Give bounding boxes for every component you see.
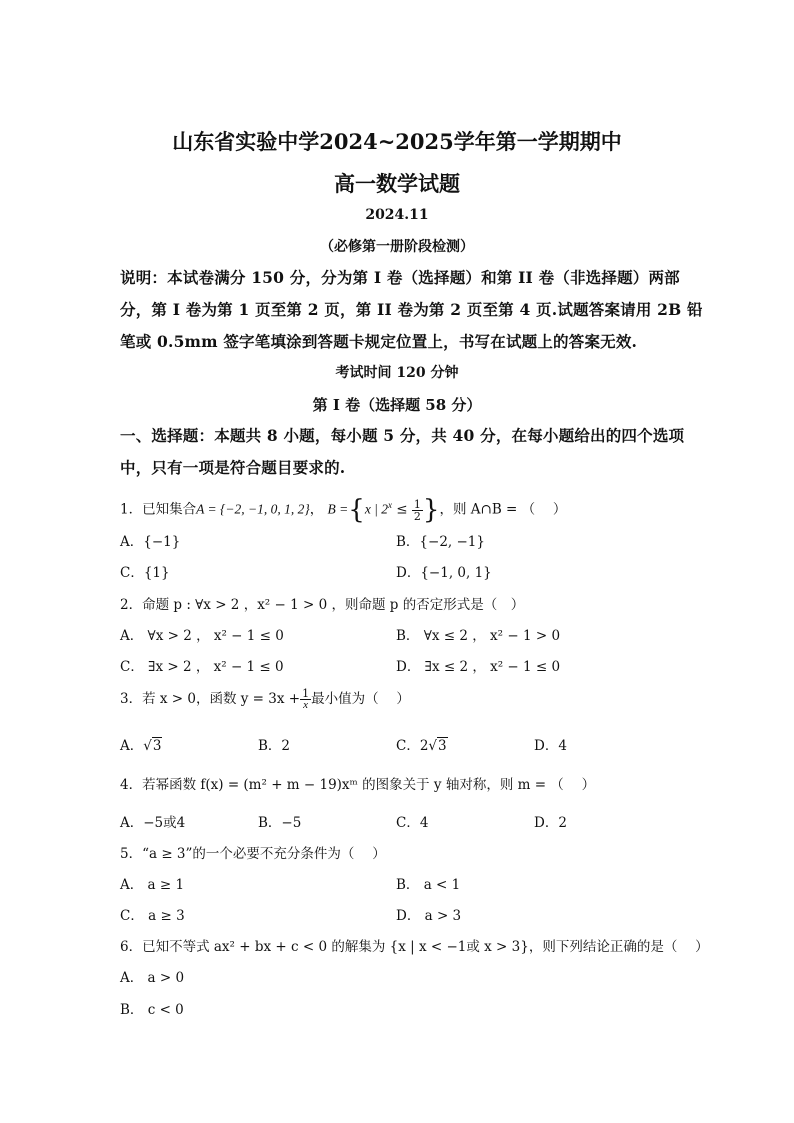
q4-option-d: D．2: [534, 815, 567, 831]
exam-subtitle: （必修第一册阶段检测）: [320, 239, 474, 255]
question-3: [120, 682, 410, 716]
q6-option-b: B． c < 0: [120, 1002, 184, 1018]
q1-option-b: B．{−2, −1}: [396, 534, 485, 550]
q3-frac-den: x: [300, 699, 311, 711]
exam-title-line2: 高一数学试题: [334, 171, 460, 196]
question-2: 2．命题 p : ∀x > 2 ，x² − 1 > 0 ，则命题 p 的否定形式是（ ）: [120, 597, 525, 613]
q1-separator: ，: [309, 501, 324, 518]
question-6: 6．已知不等式 ax² + bx + c < 0 的解集为 {x | x < −1或 x > 3}，则下列结论正确的是（ ）: [120, 939, 709, 955]
q3-option-c: C．2√3: [396, 738, 447, 754]
q1-right-brace: }: [422, 495, 440, 525]
q5-option-c: C． a ≥ 3: [120, 908, 185, 924]
q2-option-c: C． ∃x > 2 ， x² − 1 ≤ 0: [120, 659, 284, 675]
q3-prefix: 3．若 x > 0，函数 y = 3x +: [120, 691, 301, 707]
question-5: 5．“a ≥ 3”的一个必要不充分条件为（ ）: [120, 846, 386, 862]
exam-date: 2024.11: [365, 207, 429, 223]
question-4: 4．若幂函数 f(x) = (m² + m − 19)xᵐ 的图象关于 y 轴对称，则 m = （ ）: [120, 777, 596, 793]
q3-option-d: D．4: [534, 738, 567, 754]
exam-time: 考试时间 120 分钟: [335, 365, 459, 381]
q2-option-a: A． ∀x > 2 ， x² − 1 ≤ 0: [120, 628, 284, 644]
q1-prefix: 1．已知集合: [120, 501, 197, 518]
q1-frac-den: 2: [413, 509, 421, 523]
part1-title: 第 I 卷（选择题 58 分）: [312, 396, 482, 414]
exam-title-line1: 山东省实验中学2024~2025学年第一学期期中: [172, 129, 622, 154]
q1-exponent: x: [388, 500, 393, 510]
q3-option-a-radicand: 3: [152, 738, 162, 754]
q6-option-a: A． a > 0: [120, 970, 185, 986]
q3-option-c-radicand: 3: [438, 738, 447, 754]
section1-heading-line1: 一、选择题：本题共 8 小题，每小题 5 分，共 40 分，在每小题给出的四个选项: [120, 426, 685, 445]
q1-option-a: A．{−1}: [120, 534, 181, 550]
q1-option-c: C．{1}: [120, 565, 170, 581]
q1-left-brace: {: [348, 495, 365, 525]
q5-option-d: D． a > 3: [396, 908, 462, 924]
q1-suffix: ，则 A∩B = （ ）: [439, 501, 567, 518]
q1-fraction: [412, 499, 423, 522]
instructions-line3: 笔或 0.5mm 签字笔填涂到答题卡规定位置上，书写在试题上的答案无效.: [120, 332, 638, 351]
q5-option-a: A． a ≥ 1: [120, 877, 185, 893]
q5-option-b: B． a < 1: [396, 877, 461, 893]
instructions-line1: 说明：本试卷满分 150 分，分为第 I 卷（选择题）和第 II 卷（非选择题）两部: [120, 268, 680, 287]
q3-option-a: A．√3: [120, 738, 162, 754]
q4-option-b: B．−5: [258, 815, 302, 831]
q3-option-b: B．2: [258, 738, 291, 754]
q3-suffix: 最小值为（ ）: [311, 691, 410, 707]
q2-option-b: B． ∀x ≤ 2 ， x² − 1 > 0: [396, 628, 561, 644]
q3-fraction: [300, 688, 311, 711]
section1-heading-line2: 中，只有一项是符合题目要求的.: [120, 458, 346, 477]
instructions-line2: 分，第 I 卷为第 1 页至第 2 页，第 II 卷为第 2 页至第 4 页.试题答案请用 2B 铅: [120, 300, 703, 319]
q1-set-a: A = {−2, −1, 0, 1, 2}: [196, 501, 310, 517]
q3-option-a-label: A．: [120, 738, 144, 754]
q3-option-c-label: C．2: [396, 738, 429, 754]
q1-set-b-cond: x | 2: [364, 501, 389, 517]
q1-frac-num: 1: [413, 497, 421, 511]
q2-option-d: D． ∃x ≤ 2 ， x² − 1 ≤ 0: [396, 659, 561, 675]
q4-option-c: C．4: [396, 815, 429, 831]
q3-frac-num: 1: [302, 687, 310, 700]
q1-le: ≤: [392, 501, 412, 518]
q1-set-b-left: B =: [327, 501, 349, 517]
q4-option-a: A．−5或4: [120, 815, 186, 831]
question-1: [120, 488, 567, 525]
q1-option-d: D．{−1, 0, 1}: [396, 565, 492, 581]
